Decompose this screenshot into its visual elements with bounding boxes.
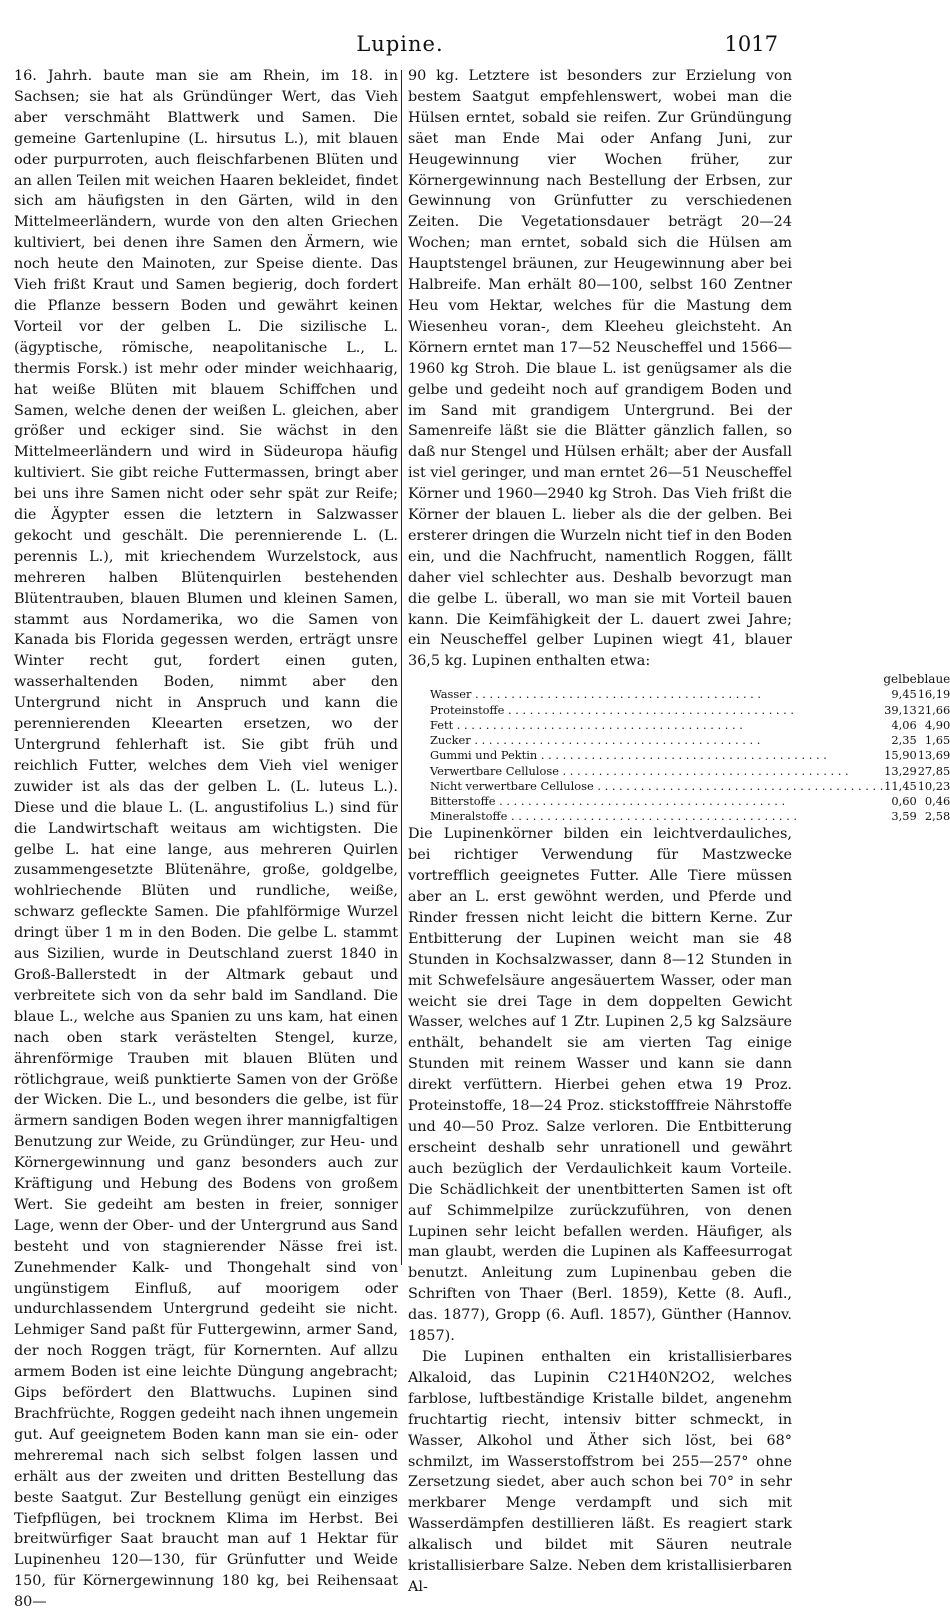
table-row: [430, 779, 950, 794]
left-column: [14, 66, 398, 1613]
value-blaue: 27,85: [917, 763, 950, 778]
table-row: [430, 718, 950, 733]
value-blaue: 2,58: [924, 809, 950, 824]
running-head: Lupine.: [356, 32, 444, 56]
composition-table-body: [430, 687, 950, 824]
value-blaue: 21,66: [917, 702, 950, 717]
row-label: Wasser . . . . . . . . . . . . . . . . . . . . . . . . . . . . . . . . . . . . . . . .: [430, 687, 762, 702]
left-paragraph: 16. Jahrh. baute man sie am Rhein, im 18. in Sachsen; sie hat als Gründünger Wert, das Vieh aber verschmäht Blattwerk und Samen. Die gemeine Gartenlupine (L. hirsutus L.), mit blauen oder purpurroten, auch fleischfarbenen Blüten und an allen Teilen mit weichen Haaren bekleidet, findet sich am häufigsten in den Gärten, wild in den Mittelmeerländern, wurde von den alten Griechen kultiviert, bei denen ihre Samen den Ärmern, wie noch heute den Mainoten, zur Speise diente. Das Vieh frißt Kraut und Samen begierig, doch fordert die Pflanze bessern Boden und gewährt keinen Vorteil vor der gelben L. Die sizilische L. (ägyptische, römische, neapolitanische L., L. thermis Forsk.) ist mehr oder minder weichhaarig, hat weiße Blüten mit blauem Schiffchen und Samen, welche denen der weißen L. gleichen, aber größer und eckiger sind. Sie wächst in den Mittelmeerländern und wird in Südeuropa häufig kultiviert. Sie gibt reiche Futtermassen, bringt aber bei uns ihre Samen nicht oder sehr spät zur Reife; die Ägypter essen die letztern in Salzwasser gekocht und geschält. Die perennierende L. (L. perennis L.), mit kriechendem Wurzelstock, aus mehreren halben Blütenquirlen bestehenden Blütentrauben, blauen Blumen und kleinen Samen, stammt aus Nordamerika, wo die Samen von Kanada bis Florida gegessen werden, erträgt unsre Winter recht gut, fordert einen guten, wasserhaltenden Boden, nimmt aber den Untergrund nicht in Anspruch und kann die perennierenden Kleearten ersetzen, wo der Untergrund fehlerhaft ist. Sie gibt früh und reichlich Futter, welches dem Vieh viel weniger zuwider ist als das der gelben L. (L. luteus L.). Diese und die blaue L. (L. angustifolius L.) sind für die Landwirtschaft weitaus am wichtigsten. Die gelbe L. hat eine lange, aus mehreren Quirlen zusammengesetzte Blütenähre, große, goldgelbe, wohlriechende Blüten und rundliche, weiße, schwarz gefleckte Samen. Die pfahlförmige Wurzel dringt über 1 m in den Boden. Die gelbe L. stammt aus Sizilien, wurde in Deutschland zuerst 1840 in Groß-Ballerstedt in der Altmark gebaut und verbreitete sich von da sehr bald im Sandland. Die blaue L., welche aus Spanien zu uns kam, hat einen nach oben stark verästelten Stengel, kurze, ährenförmige Trauben mit blauen Blüten und rötlichgraue, weiß punktierte Samen von der Größe der Wicken. Die L., und besonders die gelbe, ist für ärmern sandigen Boden wegen ihrer mannigfaltigen Benutzung zur Weide, zu Gründünger, zur Heu- und Körnergewinnung und ganz besonders auch zur Kräftigung und Hebung des Bodens von großem Wert. Sie gedeiht am besten in freier, sonniger Lage, wenn der Ober- und der Untergrund aus Sand besteht und von stagnierender Nässe frei ist. Zunehmender Kalk- und Thongehalt sind von ungünstigem Einfluß, auf moorigem oder undurchlassendem Untergrund gedeiht sie nicht. Lehmiger Sand paßt für Futtergewinn, armer Sand, der noch Roggen trägt, für Kornernten. Auf allzu armem Boden ist eine leichte Düngung angebracht; Gips befördert den Blattwuchs. Lupinen sind Brachfrüchte, Roggen gedeiht nach ihnen ungemein gut. Auf geeignetem Boden kann man sie ein- oder mehreremal nach sich selbst folgen lassen und erhält aus der zweiten und dritten Bestellung das beste Saatgut. Zur Bestellung genügt ein einziges Tiefpflügen, bei trocknem Klima im Herbst. Bei breitwürfiger Saat braucht man auf 1 Hektar für Lupinenheu 120—130, für Grünfutter und Weide 150, für Körnergewinnung 180 kg, bei Reihensaat 80—: [14, 68, 398, 1611]
value-gelbe: 0,60: [891, 793, 917, 808]
row-label: Nicht verwertbare Cellulose . . . . . . . . . . . . . . . . . . . . . . . . . . . . . . . . . . . . . . . .: [430, 778, 884, 793]
column-header-gelbe: gelbe: [883, 672, 917, 687]
table-row: [430, 764, 950, 779]
right-column: [408, 66, 950, 1598]
table-row: [430, 733, 950, 748]
table-row: [430, 703, 950, 718]
row-label: Bitterstoffe . . . . . . . . . . . . . . . . . . . . . . . . . . . . . . . . . . . . . . . .: [430, 793, 786, 808]
table-row: [430, 809, 950, 824]
value-gelbe: 13,29: [884, 763, 917, 778]
value-gelbe: 11,45: [884, 778, 917, 793]
value-blaue: 1,65: [924, 733, 950, 748]
row-label: Verwertbare Cellulose . . . . . . . . . . . . . . . . . . . . . . . . . . . . . . . . . . . . . . . .: [430, 763, 849, 778]
table-row: [430, 794, 950, 809]
column-header-blaue: blaue: [916, 672, 950, 687]
value-blaue: 16,19: [917, 687, 950, 702]
value-gelbe: 2,35: [891, 733, 917, 748]
value-gelbe: 9,45: [891, 687, 917, 702]
row-label: Zucker . . . . . . . . . . . . . . . . . . . . . . . . . . . . . . . . . . . . . . . .: [430, 733, 761, 748]
right-paragraph-after-table: Die Lupinenkörner bilden ein leichtverdauliches, bei richtiger Verwendung für Mastzwecke vortrefflich geeignetes Futter. Alle Tiere müssen aber an L. erst gewöhnt werden, und Pferde und Rinder fressen nicht leicht die bittern Kerne. Zur Entbitterung der Lupinen weicht man sie 48 Stunden in Kochsalzwasser, dann 8—12 Stunden in mit Schwefelsäure angesäuertem Wasser, oder man weicht sie drei Tage in dem doppelten Gewicht Wasser, welches auf 1 Ztr. Lupinen 2,5 kg Salzsäure enthält, behandelt sie am vierten Tag einige Stunden mit reinem Wasser und kann sie dann direkt verfüttern. Hierbei gehen etwa 19 Proz. Proteinstoffe, 18—24 Proz. stickstofffreie Nährstoffe und 40—50 Proz. Salze verloren. Die Entbitterung erscheint deshalb sehr unrationell und gewährt auch bezüglich der Verdaulichkeit kaum Vorteile. Die Schädlichkeit der unentbitterten Samen ist oft auf Schimmelpilze zurückzuführen, von denen Lupinen sehr leicht befallen werden. Häufiger, als man glaubt, werden die Lupinen als Kaffeesurrogat benutzt. Anleitung zum Lupinenbau geben die Schriften von Thaer (Berl. 1859), Kette (8. Aufl., das. 1877), Gropp (6. Aufl. 1857), Günther (Hannov. 1857).: [408, 826, 792, 1345]
value-gelbe: 15,90: [884, 748, 917, 763]
row-label: Mineralstoffe . . . . . . . . . . . . . . . . . . . . . . . . . . . . . . . . . . . . . . . .: [430, 809, 798, 824]
value-gelbe: 39,13: [884, 702, 917, 717]
composition-table: [430, 672, 950, 824]
composition-table-header: [430, 672, 950, 687]
value-gelbe: 4,06: [891, 717, 917, 732]
column-rule: [401, 70, 402, 1265]
value-gelbe: 3,59: [891, 809, 917, 824]
row-label: Fett . . . . . . . . . . . . . . . . . . . . . . . . . . . . . . . . . . . . . . . .: [430, 717, 743, 732]
table-row: [430, 687, 950, 702]
value-blaue: 0,46: [924, 793, 950, 808]
value-blaue: 4,90: [924, 717, 950, 732]
row-label: Gummi und Pektin . . . . . . . . . . . . . . . . . . . . . . . . . . . . . . . . . . . . . . . .: [430, 748, 827, 763]
row-label: Proteinstoffe . . . . . . . . . . . . . . . . . . . . . . . . . . . . . . . . . . . . . . . .: [430, 702, 795, 717]
value-blaue: 10,23: [917, 778, 950, 793]
right-paragraph-before-table: 90 kg. Letztere ist besonders zur Erzielung von bestem Saatgut empfehlenswert, wobei man die Hülsen erntet, sobald sie reifen. Zur Gründüngung säet man Ende Mai oder Anfang Juni, zur Heugewinnung vier Wochen früher, zur Körnergewinnung nach Bestellung der Erbsen, zur Gewinnung von Grünfutter zu verschiedenen Zeiten. Die Vegetationsdauer beträgt 20—24 Wochen; man erntet, sobald sich die Hülsen am Hauptstengel bräunen, zur Heugewinnung aber bei Halbreife. Man erhält 80—100, selbst 160 Zentner Heu vom Hektar, welches für die Mastung dem Wiesenheu voran-, dem Kleeheu gleichsteht. An Körnern erntet man 17—52 Neuscheffel und 1566—1960 kg Stroh. Die blaue L. ist genügsamer als die gelbe und gedeiht noch auf grandigem Boden und im Sand mit grandigem Untergrund. Bei der Samenreife läßt sie die Blätter gänzlich fallen, so daß nur Stengel und Hülsen erhält; aber der Ausfall ist viel geringer, und man erntet 26—51 Neuscheffel Körner und 1960—2940 kg Stroh. Das Vieh frißt die Körner der blauen L. lieber als die der gelben. Bei ersterer dringen die Wurzeln nicht tief in den Boden ein, und die Nachfrucht, namentlich Roggen, fällt daher viel schlechter aus. Deshalb bevorzugt man die gelbe L. überall, wo man sie mit Vorteil bauen kann. Die Keimfähigkeit der L. dauert zwei Jahre; ein Neuscheffel gelber Lupinen wiegt 41, blauer 36,5 kg. Lupinen enthalten etwa:: [408, 68, 792, 670]
page-number: 1017: [724, 32, 778, 56]
right-paragraph-alkaloid: Die Lupinen enthalten ein kristallisierbares Alkaloid, das Lupinin C21H40N2O2, welches farblose, luftbeständige Kristalle bildet, angenehm fruchtartig riecht, intensiv bitter schmeckt, in Wasser, Alkohol und Äther sich löst, bei 68° schmilzt, im Wasserstoffstrom bei 255—257° ohne Zersetzung siedet, aber auch schon bei 70° in sehr merkbarer Menge verdampft und sich mit Wasserdämpfen destillieren läßt. Es reagiert stark alkalisch und bildet mit Säuren neutrale kristallisierbare Salze. Neben dem kristallisierbaren Al-: [408, 1348, 792, 1595]
table-row: [430, 748, 950, 763]
value-blaue: 13,69: [917, 748, 950, 763]
